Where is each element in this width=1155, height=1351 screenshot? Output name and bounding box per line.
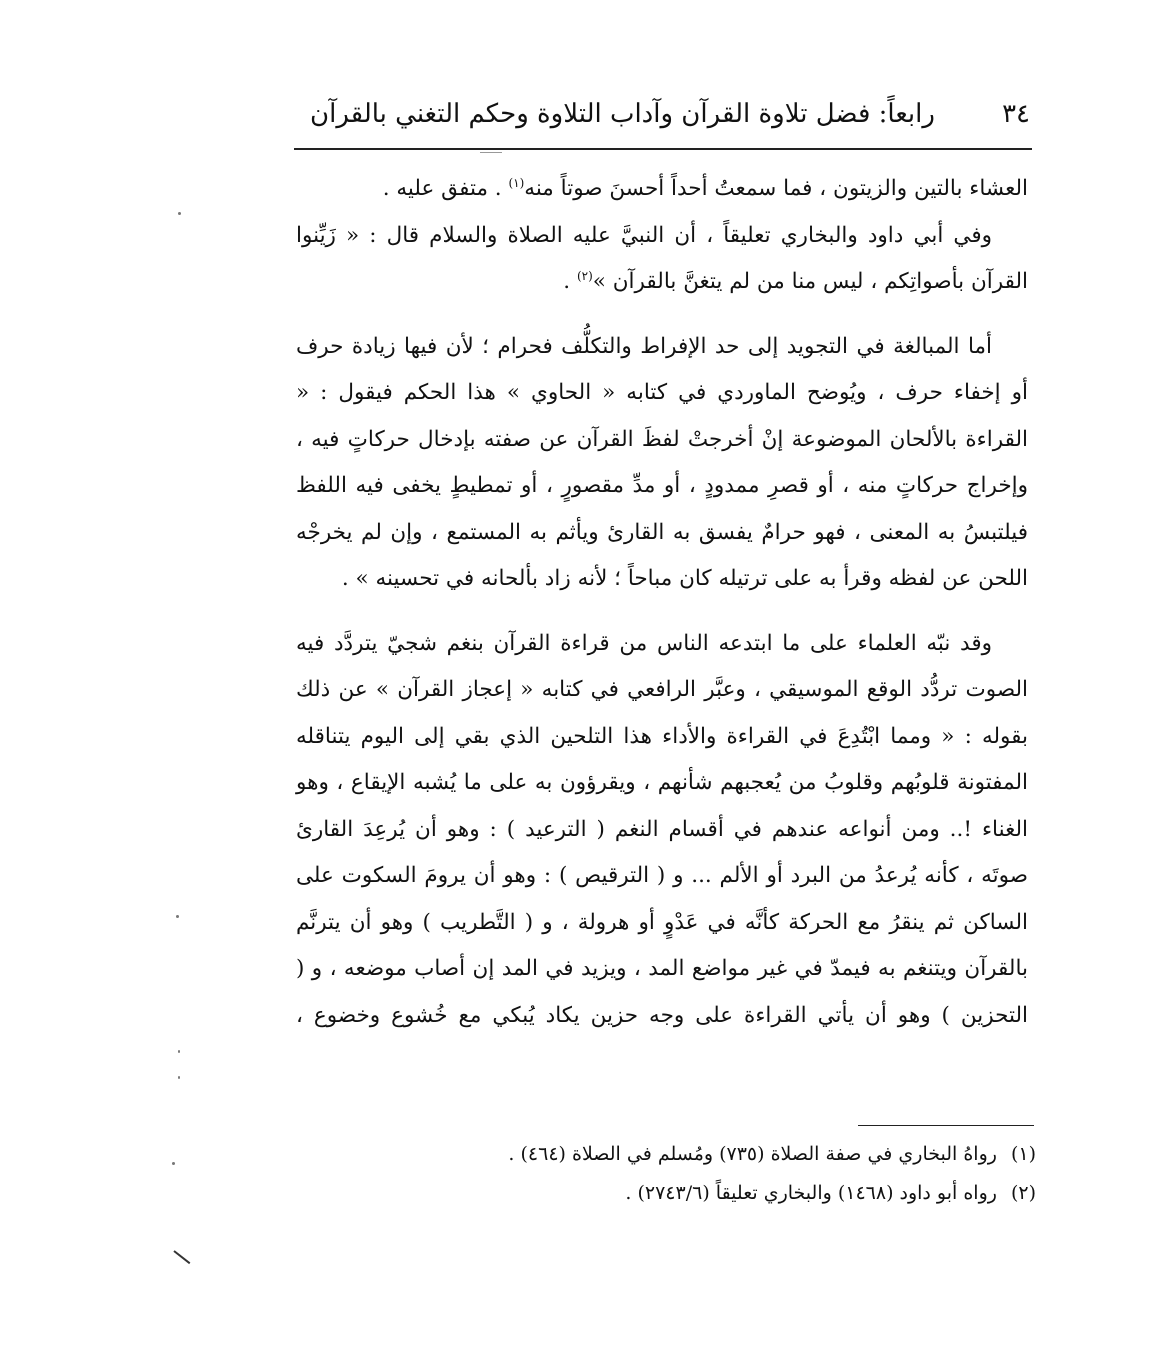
footnote-ref-1: (١)	[508, 175, 525, 190]
scan-mark	[480, 152, 502, 153]
page-number: ٣٤	[1002, 99, 1030, 129]
footnotes	[400, 1135, 1036, 1213]
footnote-rule	[858, 1125, 1034, 1126]
scan-speck	[178, 1076, 180, 1079]
paragraph-2: وفي أبي داود والبخاري تعليقاً ، أن النبيَّ عليه الصلاة والسلام قال : « زَيِّنوا القرآن بأصواتِكم ، ليس منا من لم يتغنَّ بالقرآن »$^{(٢)}$ .	[296, 222, 1028, 294]
paragraph-3: أما المبالغة في التجويد إلى حد الإفراط والتكلُّف فحرام ؛ لأن فيها زيادة حرف أو إخفاء حرف ، ويُوضح الماوردي في كتابه « الحاوي » هذا الحكم فيقول : « القراءة بالألحان الموضوعة إنْ أخرجتْ لفظَ القرآن عن صفته بإدخال حركاتٍ فيه ، وإخراج حركاتٍ منه ، أو قصرِ ممدودٍ ، أو مدِّ مقصورٍ ، أو تمطيطٍ يخفى فيه اللفظ فيلتبسُ به المعنى ، فهو حرامٌ يفسق به القارئ ويأثم به المستمع ، وإن لم يخرجْه اللحن عن لفظه وقرأ به على ترتيله كان مباحاً ؛ لأنه زاد بألحانه في تحسينه » .	[296, 333, 1028, 591]
paragraph-4: وقد نبّه العلماء على ما ابتدعه الناس من قراءة القرآن بنغم شجيّ يتردَّد فيه الصوت تردُّد الوقع الموسيقي ، وعبَّر الرافعي في كتابه « إعجاز القرآن » عن ذلك بقوله : « ومما ابْتُدِعَ في القراءة والأداء هذا التلحين الذي بقي إلى اليوم يتناقله المفتونة قلوبُهم وقلوبُ من يُعجبهم شأنهم ، ويقرؤون به على ما يُشبه الإيقاع ، وهو الغناء !.. ومن أنواعه عندهم في أقسام النغم ( الترعيد ) : وهو أن يُرعِدَ القارئ صوتَه ، كأنه يُرعدُ من البرد أو الألم ... و ( الترقيص ) : وهو أن يرومَ السكوت على الساكن ثم ينقرُ مع الحركة كأنَّه في عَدْوٍ أو هرولة ، و ( التَّطريب ) وهو أن يترنَّم بالقرآن ويتنغم به فيمدّ في غير مواضع المد ، ويزيد في المد إن أصاب موضعه ، و ( التحزين ) وهو أن يأتي القراءة على وجه حزين يكاد يُبكي مع خُشوع وخضوع ،	[296, 630, 1028, 1028]
scan-speck	[172, 1162, 175, 1165]
footnote-text: رواه أبو داود (١٤٦٨) والبخاري تعليقاً (٢٧٤٣/٦) .	[625, 1182, 997, 1204]
scan-speck	[178, 1050, 180, 1053]
footnote-number: (١)	[1010, 1143, 1036, 1165]
scan-stroke	[173, 1250, 190, 1264]
running-title: رابعاً: فضل تلاوة القرآن وآداب التلاوة وحكم التغني بالقرآن	[310, 99, 935, 129]
footnote-1	[400, 1135, 1036, 1174]
scan-speck	[178, 212, 181, 215]
footnote-text: رواهُ البخاري في صفة الصلاة (٧٣٥) ومُسلم في الصلاة (٤٦٤) .	[508, 1143, 997, 1165]
body-text	[296, 166, 1028, 1039]
page-header	[296, 92, 1030, 136]
footnote-2	[400, 1174, 1036, 1213]
paragraph-1: العشاء بالتين والزيتون ، فما سمعتُ أحداً أحسنَ صوتاً منه$^{(١)}$ . متفق عليه .	[382, 175, 1028, 201]
scan-speck	[176, 915, 179, 918]
header-rule	[294, 148, 1032, 150]
footnote-ref-2: (٢)	[576, 268, 593, 283]
footnote-number: (٢)	[1010, 1182, 1036, 1204]
